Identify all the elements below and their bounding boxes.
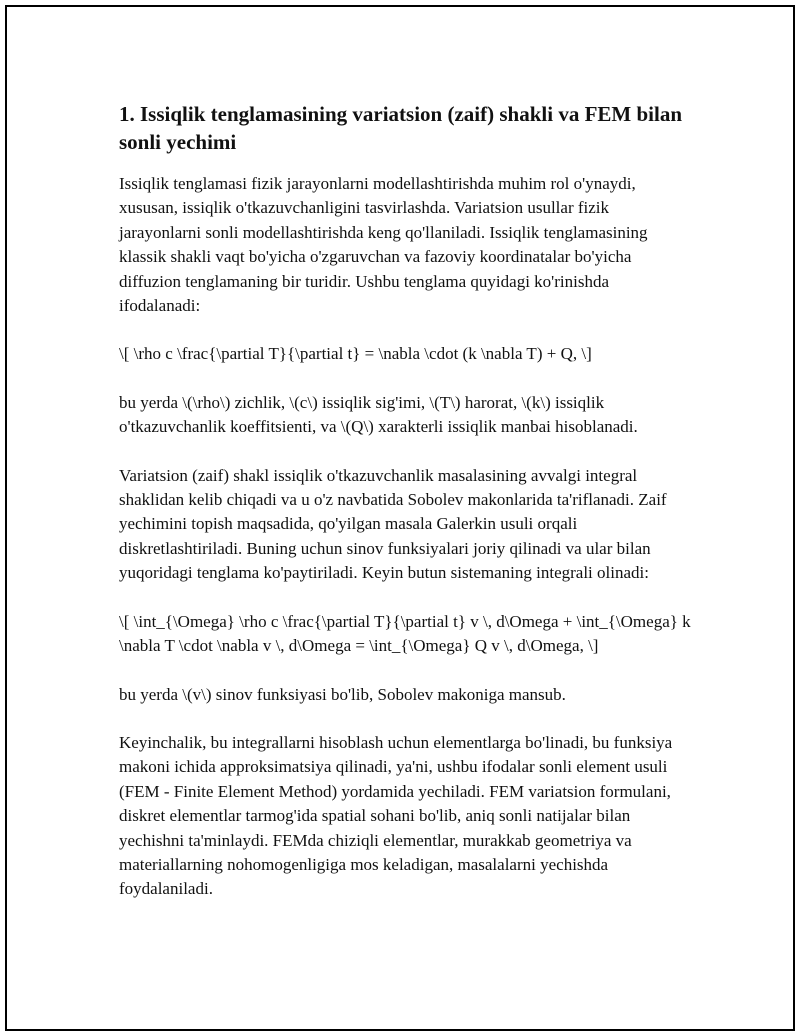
document-body — [119, 100, 691, 926]
paragraph-weak-form: Variatsion (zaif) shakl issiqlik o'tkazuvchanlik masalasining avvalgi integral shaklidan kelib chiqadi va u o'z navbatida Sobolev makonlarida ta'riflanadi. Zaif yechimini topish maqsadida, qo'yilgan masala Galerkin usuli orqali diskretlashtiriladi. Buning uchun sinov funksiyalari joriy qilinadi va ular bilan yuqoridagi tenglama ko'paytiriladi. Keyin butun sistemaning integrali olinadi: — [119, 465, 667, 583]
paragraph-definitions: bu yerda \(\rho\) zichlik, \(c\) issiqlik sig'imi, \(T\) harorat, \(k\) issiqlik o'tkazuvchanlik koeffitsienti, va \(Q\) xarakterli issiqlik manbai hisoblanadi. — [119, 392, 638, 437]
paragraph-fem: Keyinchalik, bu integrallarni hisoblash uchun elementlarga bo'linadi, bu funksiya makoni ichida approksimatsiya qilinadi, ya'ni, ushbu ifodalar sonli element usuli (FEM - Finite Element Method) yordamida yechiladi. FEM variatsion formulani, diskret elementlar tarmog'ida spatial sohani bo'lib, aniq sonli natijalar bilan yechishni ta'minlaydi. FEMda chiziqli elementlar, murakkab geometriya va materiallarning nohomogenligiga mos keladigan, masalalarni yechishda foydalaniladi. — [119, 732, 673, 899]
page-frame — [5, 5, 795, 1031]
paragraph-intro: Issiqlik tenglamasi fizik jarayonlarni modellashtirishda muhim rol o'ynaydi, xususan, issiqlik o'tkazuvchanligini tasvirlashda. Variatsion usullar fizik jarayonlarni sonli modellashtirishda keng qo'llaniladi. Issiqlik tenglamasining klassik shakli vaqt bo'yicha o'zgaruvchan va fazoviy koordinatalar bo'yicha diffuzion tenglamaning bir turidir. Ushbu tenglama quyidagi ko'rinishda ifodalanadi: — [119, 174, 648, 316]
equation-weak-form: \[ \int_{\Omega} \rho c \frac{\partial T}{\partial t} v \, d\Omega + \int_{\Omega} k \nabla T \cdot \nabla v \, d\Omega = \int_{\Omega} Q v \, d\Omega, \] — [119, 611, 691, 656]
paragraph-test-function: bu yerda \(v\) sinov funksiyasi bo'lib, Sobolev makoniga mansub. — [119, 684, 566, 704]
equation-heat: \[ \rho c \frac{\partial T}{\partial t} = \nabla \cdot (k \nabla T) + Q, \] — [119, 344, 592, 364]
section-title: 1. Issiqlik tenglamasining variatsion (zaif) shakli va FEM bilan sonli yechimi — [119, 102, 683, 154]
